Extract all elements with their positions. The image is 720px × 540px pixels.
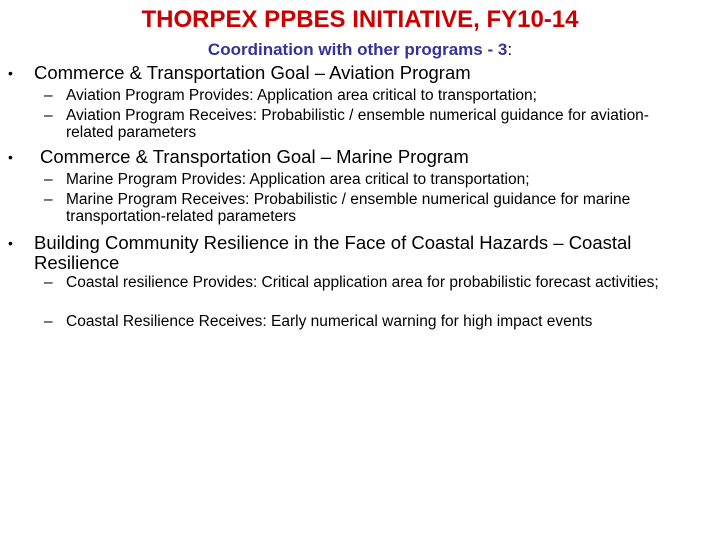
sub-item	[44, 191, 671, 225]
dash-icon: –	[44, 87, 53, 104]
sub-item	[44, 87, 706, 105]
bullet-heading: Building Community Resilience in the Face of Coastal Hazards – Coastal Resilience	[34, 232, 632, 273]
bullet-item-coastal	[8, 232, 694, 273]
bullet-heading: Commerce & Transportation Goal – Marine Program	[40, 146, 469, 167]
sub-item-text: Coastal resilience Provides: Critical application area for probabilistic forecast activities;	[66, 274, 659, 291]
sub-item-text: Aviation Program Provides: Application area critical to transportation;	[66, 87, 537, 104]
subtitle-text: Coordination with other programs - 3	[207, 40, 508, 59]
bullet-icon: •	[8, 235, 13, 251]
subtitle-colon: :	[507, 40, 513, 59]
slide-subtitle	[0, 40, 720, 60]
sub-item-text: Marine Program Provides: Application area critical to transportation;	[66, 171, 530, 188]
sub-item	[44, 171, 706, 189]
bullet-icon: •	[8, 149, 13, 165]
dash-icon: –	[44, 313, 53, 330]
dash-icon: –	[44, 171, 53, 188]
bullet-icon: •	[8, 65, 13, 81]
sub-item	[44, 274, 686, 292]
sub-item	[44, 313, 706, 331]
sub-item	[44, 107, 686, 141]
dash-icon: –	[44, 107, 53, 124]
bullet-item-marine	[8, 146, 469, 167]
dash-icon: –	[44, 191, 53, 208]
slide-title: THORPEX PPBES INITIATIVE, FY10-14	[141, 6, 579, 33]
bullet-item-aviation	[8, 62, 471, 83]
dash-icon: –	[44, 274, 53, 291]
sub-item-text: Coastal Resilience Receives: Early numerical warning for high impact events	[66, 313, 593, 330]
sub-item-text: Aviation Program Receives: Probabilistic / ensemble numerical guidance for aviation-related parameters	[66, 107, 649, 141]
bullet-heading: Commerce & Transportation Goal – Aviation Program	[34, 62, 471, 83]
sub-item-text: Marine Program Receives: Probabilistic / ensemble numerical guidance for marine transportation-related parameters	[66, 191, 631, 225]
